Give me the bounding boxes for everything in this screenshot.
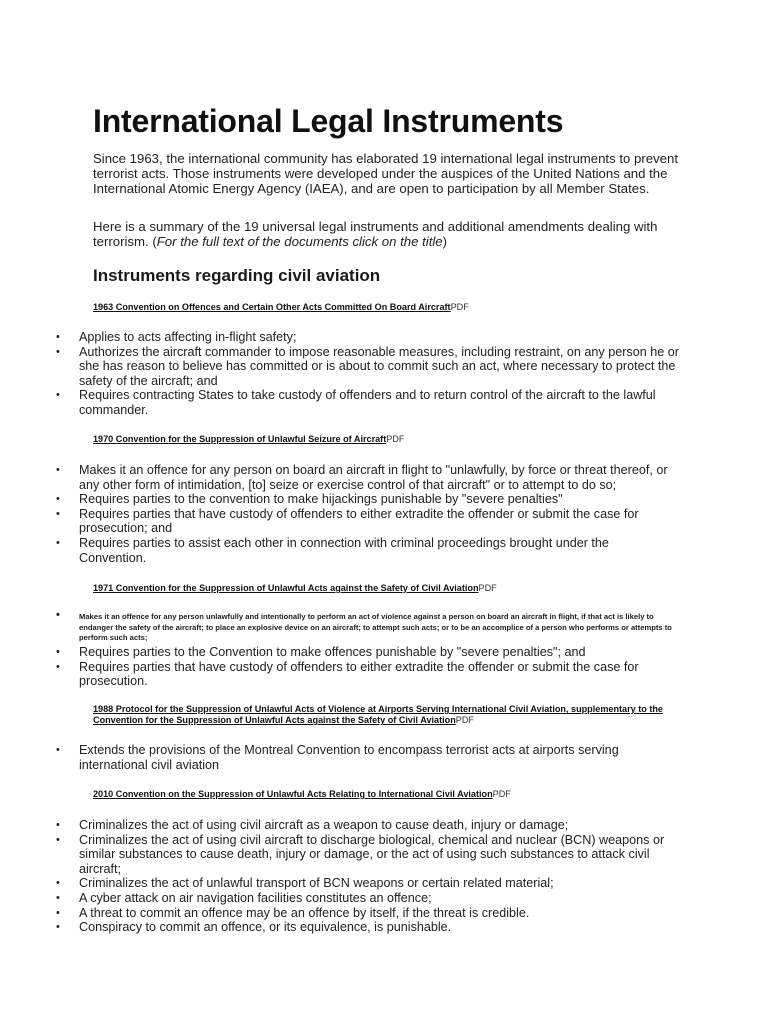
list-item: • Authorizes the aircraft commander to impose reasonable measures, including restraint, on any person he or she has reason to believe has committed or is about to commit such an act, where necessary to protect the safety of the aircraft; and	[79, 345, 679, 389]
instrument-heading-2010	[93, 789, 693, 800]
instrument-small-point-1971	[0, 612, 679, 644]
list-item: • Requires parties that have custody of offenders to either extradite the offender or submit the case for prosecution.	[79, 660, 679, 689]
list-item: • Requires parties to assist each other in connection with criminal proceedings brought under the Convention.	[79, 536, 679, 565]
instrument-points-1970	[0, 463, 679, 565]
list-item: • Requires contracting States to take custody of offenders and to return control of the aircraft to the lawful commander.	[79, 388, 679, 417]
instrument-heading-1971	[93, 583, 693, 594]
list-item: • Extends the provisions of the Montreal Convention to encompass terrorist acts at airports serving international civil aviation	[79, 743, 679, 772]
summary-text: Here is a summary of the 19 universal legal instruments and additional amendments dealing with terrorism. (	[93, 219, 658, 249]
instrument-link-1963[interactable]: 1963 Convention on Offences and Certain Other Acts Committed On Board Aircraft	[93, 302, 451, 312]
summary-close-paren: )	[442, 233, 448, 249]
intro-paragraph: Since 1963, the international community has elaborated 19 international legal instruments to prevent terrorist acts. Those instruments were developed under the auspices of the United Nations and the International Atomic Energy Agency (IAEA), and are open to participation by all Member States.	[93, 151, 679, 196]
list-item: • Requires parties that have custody of offenders to either extradite the offender or submit the case for prosecution; and	[79, 507, 679, 536]
instrument-heading-1988	[93, 704, 693, 726]
list-item: • Applies to acts affecting in-flight safety;	[79, 330, 679, 345]
pdf-label: PDF	[492, 789, 511, 799]
instrument-points-1963	[0, 330, 679, 418]
list-item: • A cyber attack on air navigation facilities constitutes an offence;	[79, 891, 679, 906]
instrument-points-1971	[0, 645, 679, 689]
instrument-heading-1963	[93, 302, 693, 313]
list-item: • Requires parties to the Convention to make offences punishable by "severe penalties"; and	[79, 645, 679, 660]
summary-italic-note: For the full text of the documents click on the title	[156, 233, 443, 249]
pdf-label: PDF	[386, 434, 405, 444]
instrument-points-2010	[0, 818, 679, 935]
list-item: • Criminalizes the act of using civil aircraft as a weapon to cause death, injury or damage;	[79, 818, 679, 833]
list-item: • A threat to commit an offence may be an offence by itself, if the threat is credible.	[79, 906, 679, 921]
list-item: • Conspiracy to commit an offence, or its equivalence, is punishable.	[79, 920, 679, 935]
pdf-label: PDF	[455, 715, 474, 726]
list-item: • Makes it an offence for any person on board an aircraft in flight to "unlawfully, by force or threat thereof, or any other form of intimidation, [to] seize or exercise control of that aircraft" or to attempt to do so;	[79, 463, 679, 492]
section-heading: Instruments regarding civil aviation	[93, 266, 381, 285]
instrument-link-1988[interactable]: 1988 Protocol for the Suppression of Unlawful Acts of Violence at Airports Serving International Civil Aviation, supplementary to the Convention for the Suppression of Unlawful Acts against the Safety of Civil Aviation	[93, 704, 663, 726]
pdf-label: PDF	[478, 583, 497, 593]
pdf-label: PDF	[450, 302, 469, 312]
page-title: International Legal Instruments	[93, 103, 564, 139]
instrument-link-1971[interactable]: 1971 Convention for the Suppression of Unlawful Acts against the Safety of Civil Aviation	[93, 583, 479, 593]
instrument-heading-1970	[93, 434, 693, 445]
list-item: • Criminalizes the act of unlawful transport of BCN weapons or certain related material;	[79, 876, 679, 891]
instrument-link-1970[interactable]: 1970 Convention for the Suppression of Unlawful Seizure of Aircraft	[93, 434, 387, 444]
list-item: • Criminalizes the act of using civil aircraft to discharge biological, chemical and nuclear (BCN) weapons or similar substances to cause death, injury or damage, or the act of using such substances to attack civil aircraft;	[79, 833, 679, 877]
list-item: • Requires parties to the convention to make hijackings punishable by "severe penalties"	[79, 492, 679, 507]
list-item: • Makes it an offence for any person unlawfully and intentionally to perform an act of violence against a person on board an aircraft in flight, if that act is likely to endanger the safety of the aircraft; to place an explosive device on an aircraft; to attempt such acts; or to be an accomplice of a person who performs or attempts to perform such acts;	[79, 612, 679, 644]
instrument-link-2010[interactable]: 2010 Convention on the Suppression of Unlawful Acts Relating to International Civil Aviation	[93, 789, 493, 799]
summary-paragraph	[93, 220, 683, 250]
instrument-points-1988	[0, 743, 679, 772]
